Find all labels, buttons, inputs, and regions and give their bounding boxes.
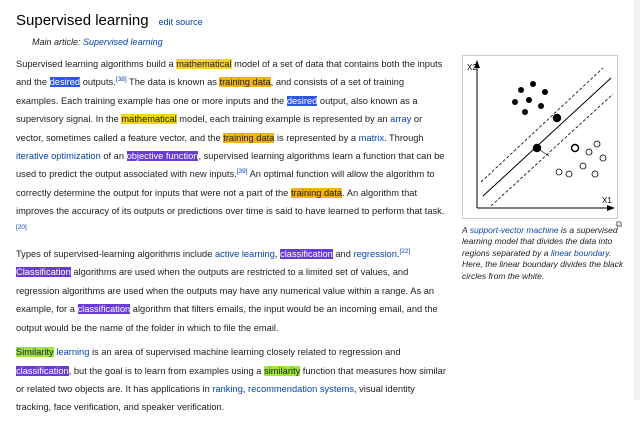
svm-diagram[interactable]	[462, 55, 618, 219]
white-point	[594, 141, 600, 147]
text: , but the goal is to learn from examples using a	[68, 365, 265, 376]
black-point	[512, 99, 518, 105]
text: function that measures how similar or related two objects are. It has applications in	[16, 365, 446, 394]
text: and	[332, 249, 354, 260]
ranking-link[interactable]: ranking	[212, 383, 243, 394]
text: algorithm that filters emails, the input would be an incoming email, and the output would be the name of the folder in which to file the email.	[16, 304, 438, 333]
reference-link[interactable]: [22]	[399, 247, 411, 255]
text: , visual identity tracking, face verification, and speaker verification.	[16, 383, 415, 413]
white-point	[566, 171, 572, 177]
text: An optimal function will allow the algorithm to correctly determine the output for inputs that were not a part of the	[16, 169, 435, 198]
black-point	[518, 87, 524, 93]
text: . Through	[383, 132, 424, 143]
iterative-optimization-link[interactable]: iterative optimization	[16, 151, 101, 162]
text: ,	[242, 383, 249, 394]
highlight-training-data: training data	[290, 187, 343, 198]
paragraph-2	[16, 245, 448, 337]
white-point	[580, 163, 586, 169]
classification-link[interactable]: classification	[280, 249, 333, 260]
text: outputs.	[80, 77, 116, 88]
paragraph-3	[16, 343, 448, 417]
text: The data is known as	[126, 77, 220, 88]
text: .	[396, 249, 400, 260]
learning-link[interactable]: learning	[56, 347, 90, 358]
main-article-prefix: Main article:	[32, 37, 81, 47]
regression-link[interactable]: regression	[353, 249, 397, 260]
section-heading	[16, 12, 203, 29]
matrix-link[interactable]: matrix	[358, 132, 384, 143]
text: or vector, sometimes called a feature vector, and the	[16, 114, 423, 143]
text: is an area of supervised machine learning closely related to regression and	[89, 347, 401, 358]
reference-link[interactable]: [39]	[236, 168, 248, 176]
white-point	[592, 171, 598, 177]
text: is represented by a	[274, 132, 359, 143]
figure-caption	[462, 225, 624, 282]
white-point	[586, 149, 592, 155]
decision-boundary	[483, 78, 611, 196]
main-article-note	[32, 37, 163, 47]
paragraph-1	[16, 55, 448, 239]
active-learning-link[interactable]: active learning	[214, 249, 275, 260]
caption-text: A	[462, 225, 470, 235]
objective-function-link[interactable]: objective function	[126, 151, 199, 162]
black-point	[542, 89, 548, 95]
text: output, also known as a supervisory signal. In the	[16, 95, 418, 125]
text: model of a set of data that contains both the inputs and the	[16, 59, 443, 88]
highlight-mathematical: mathematical	[176, 59, 232, 69]
highlight-training-data: training data	[219, 77, 271, 88]
edit-source-link[interactable]: edit source	[158, 17, 203, 27]
svm-figure	[462, 55, 624, 282]
highlight-desired: desired	[286, 95, 318, 106]
support-vector-machine-link[interactable]: support-vector machine	[469, 225, 559, 235]
linear-boundary-link[interactable]: linear boundary	[550, 247, 609, 258]
white-point	[556, 169, 562, 175]
highlight-classification: classification	[77, 304, 131, 315]
array-link[interactable]: array	[390, 114, 412, 125]
highlight-desired: desired	[49, 77, 81, 88]
highlight-similarity: Similarity	[16, 347, 54, 358]
highlight-training-data: training data	[223, 132, 275, 143]
highlight-mathematical: mathematical	[121, 114, 177, 125]
text: . An algorithm that improves the accuracy of its outputs or predictions over time is said to have learned to perform that task.	[16, 187, 445, 217]
margin-width-indicator	[537, 148, 549, 156]
enlarge-icon[interactable]: ⧉	[615, 219, 622, 229]
article-content	[16, 55, 448, 423]
text: model, each training example is represented by an	[176, 114, 391, 125]
text: Types of supervised-learning algorithms include	[16, 249, 215, 260]
y-axis-label: X2	[467, 63, 477, 72]
reference-link[interactable]: [20]	[16, 223, 27, 231]
text: of an	[100, 151, 127, 162]
classification-link[interactable]: classification	[16, 365, 69, 376]
text: Supervised learning algorithms build a	[16, 59, 177, 69]
black-point	[530, 81, 536, 87]
caption-text: is a supervised learning model that divides the data into regions separated by a	[462, 225, 618, 258]
support-vector-black	[554, 115, 561, 122]
recommendation-systems-link[interactable]: recommendation systems	[248, 383, 354, 394]
x-axis-arrow	[607, 205, 615, 211]
black-point	[522, 109, 528, 115]
reference-link[interactable]: [38]	[115, 76, 127, 84]
black-point	[538, 103, 544, 109]
scrollbar[interactable]	[634, 0, 640, 400]
margin-lower	[491, 94, 613, 206]
svm-diagram-svg	[463, 56, 617, 218]
main-article-link[interactable]: Supervised learning	[83, 37, 163, 47]
caption-text: . Here, the linear boundary divides the black circles from the white.	[462, 247, 624, 281]
text: , and consists of a set of training examples. Each training example has one or more inputs and the	[16, 77, 404, 106]
text: algorithms are used when the outputs are restricted to a limited set of values, and regression algorithms are used when the outputs may have any numerical value within a range. As an example, for a	[16, 267, 435, 315]
x-axis-label: X1	[602, 196, 612, 205]
text: , supervised learning algorithms learn a function that can be used to predict the output associated with new inputs.	[16, 151, 445, 180]
support-vector-white	[572, 145, 579, 152]
white-point	[600, 155, 606, 161]
highlight-similarity: similarity	[264, 365, 301, 376]
black-point	[526, 97, 532, 103]
highlight-classification: Classification	[16, 267, 71, 278]
text: ,	[274, 249, 281, 260]
section-title: Supervised learning	[16, 12, 149, 29]
